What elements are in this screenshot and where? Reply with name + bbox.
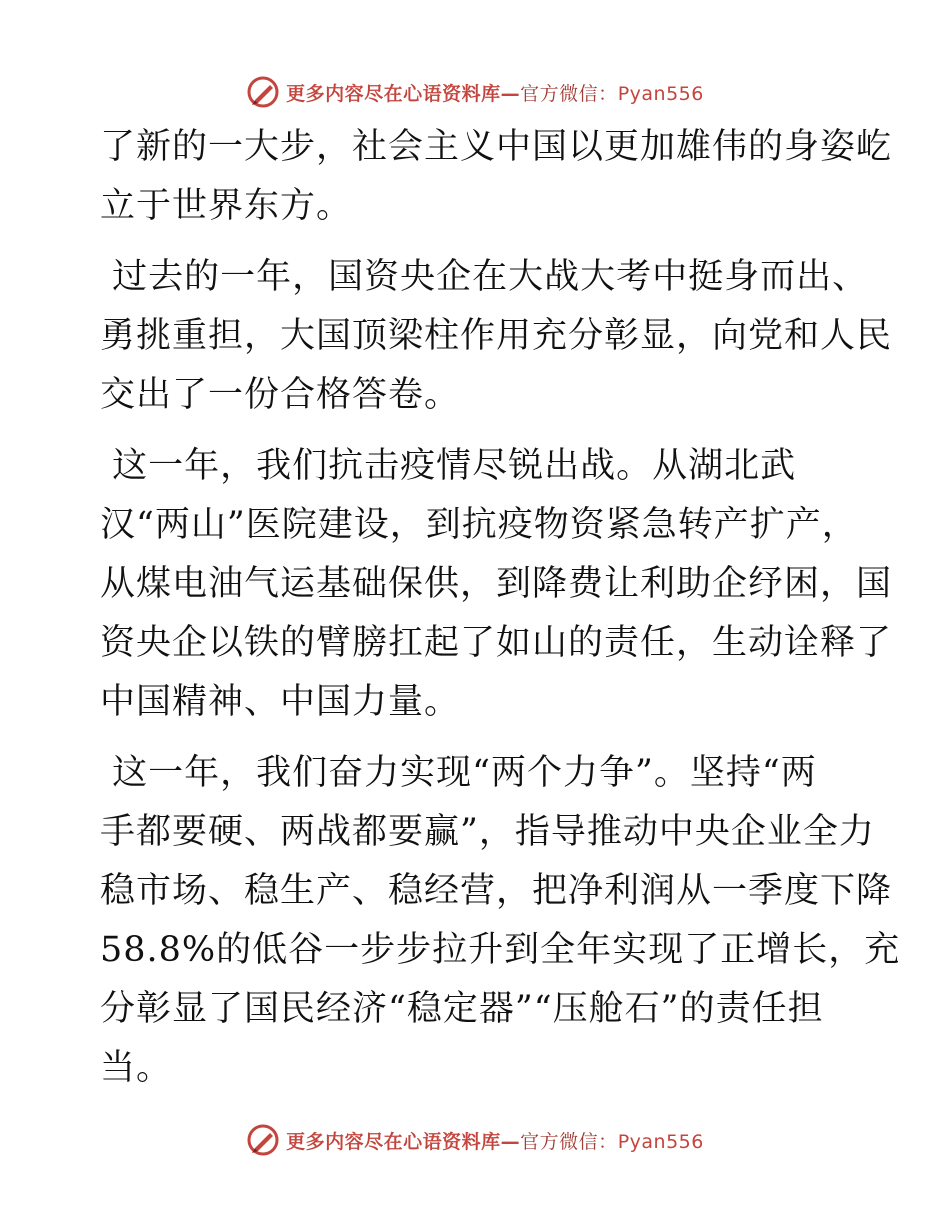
text-line: 交出了一份合格答卷。: [100, 375, 461, 415]
text-line: 58.8%的低谷一步步拉升到全年实现了正增长，充: [100, 930, 901, 970]
watermark-text: [286, 79, 704, 106]
document-body: [100, 118, 901, 1110]
watermark-wechat-id: Pyan556: [617, 1130, 704, 1153]
text-line: 勇挑重担，大国顶梁柱作用充分彰显，向党和人民: [100, 316, 893, 356]
watermark-main-text: 更多内容尽在心语资料库: [286, 82, 501, 105]
text-line: 这一年，我们抗击疫情尽锐出战。从湖北武: [100, 446, 797, 486]
header-watermark-banner: [0, 72, 950, 112]
pen-logo-icon: [246, 1123, 280, 1157]
watermark-main-text: 更多内容尽在心语资料库: [286, 1130, 501, 1153]
text-line: 手都要硬、两战都要赢”，指导推动中央企业全力: [100, 812, 875, 852]
paragraph-2: [100, 248, 893, 425]
watermark-dash: —: [500, 82, 521, 105]
text-line: 立于世界东方。: [100, 186, 353, 226]
paragraph-1: [100, 118, 893, 236]
watermark-wechat-label: 官方微信：: [520, 1130, 618, 1153]
text-line: 中国精神、中国力量。: [100, 682, 461, 722]
text-line: 这一年，我们奋力实现“两个力争”。坚持“两: [100, 753, 817, 793]
text-line: 稳市场、稳生产、稳经营，把净利润从一季度下降: [100, 871, 893, 911]
text-line: 了新的一大步，社会主义中国以更加雄伟的身姿屹: [100, 127, 893, 167]
text-line: 分彰显了国民经济“稳定器”“压舱石”的责任担: [100, 989, 824, 1029]
pen-logo-icon: [246, 75, 280, 109]
paragraph-4: [100, 744, 901, 1098]
text-line: 资央企以铁的臂膀扛起了如山的责任，生动诠释了: [100, 623, 893, 663]
paragraph-3: [100, 437, 893, 732]
watermark-dash: —: [500, 1130, 521, 1153]
text-line: 汉“两山”医院建设，到抗疫物资紧急转产扩产，: [100, 505, 858, 545]
text-line: 当。: [100, 1048, 173, 1088]
text-line: 从煤电油气运基础保供，到降费让利助企纾困，国: [100, 564, 893, 604]
footer-watermark-banner: [0, 1120, 950, 1160]
watermark-text: [286, 1127, 704, 1154]
watermark-wechat-label: 官方微信：: [520, 82, 618, 105]
text-line: 过去的一年，国资央企在大战大考中挺身而出、: [100, 257, 869, 297]
watermark-wechat-id: Pyan556: [617, 82, 704, 105]
